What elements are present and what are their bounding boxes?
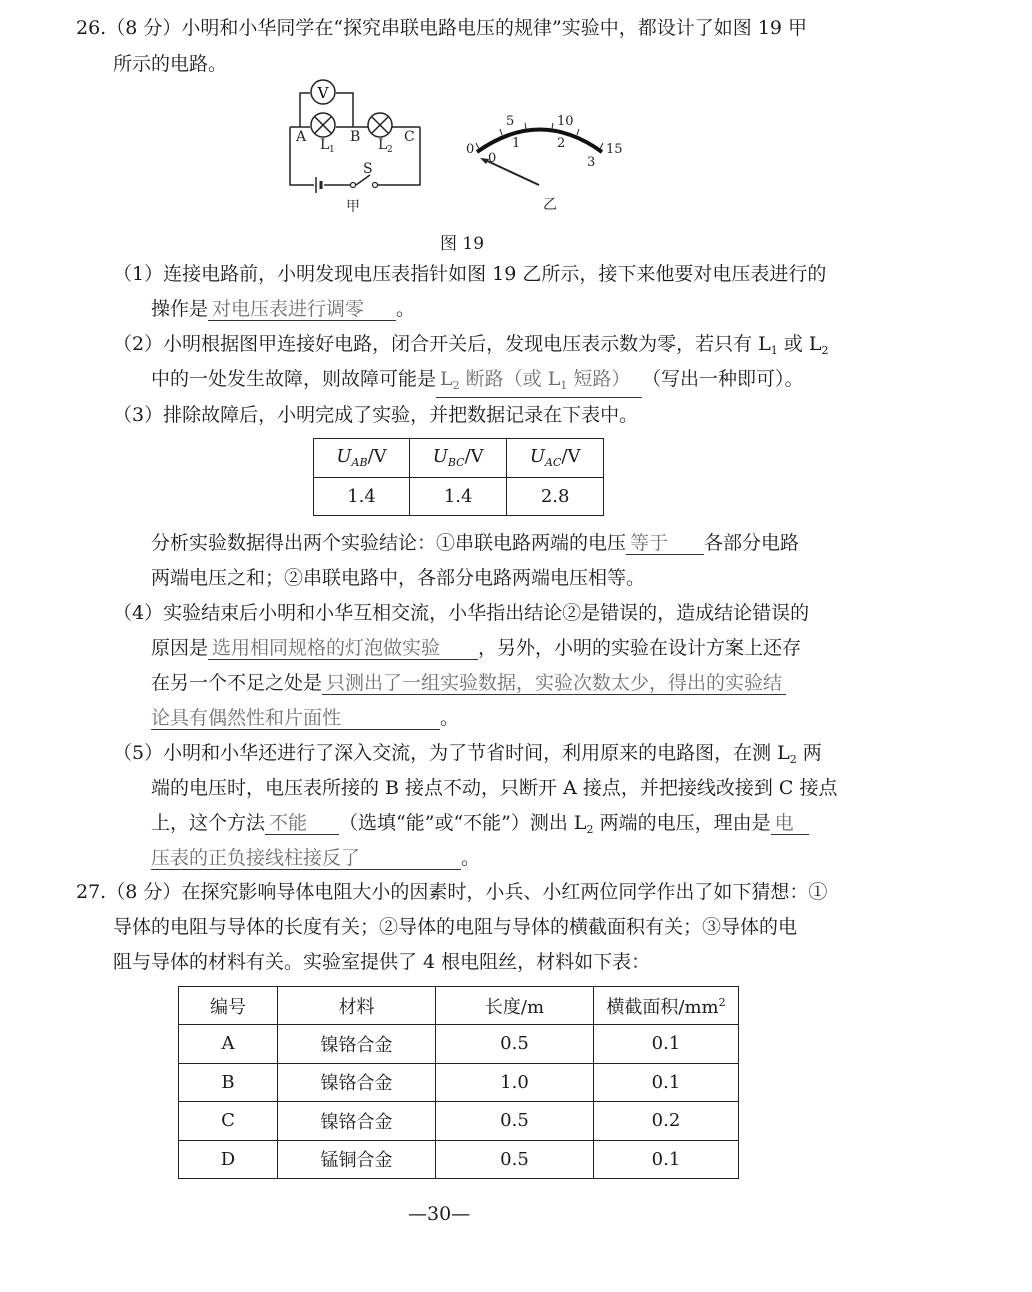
node-b-label: B xyxy=(350,129,361,145)
svg-text:1: 1 xyxy=(329,145,335,155)
q26-stem-line1: 26.（8 分）小明和小华同学在“探究串联电路电压的规律”实验中，都设计了如图 19 甲 xyxy=(76,17,808,39)
header-uab: $U_{AB}/V$ xyxy=(314,439,410,478)
q26-part5-line1: （5）小明和小华还进行了深入交流，为了节省时间，利用原来的电路图，在测 $L_2$ 两 xyxy=(113,742,822,766)
circuit-caption: 甲 xyxy=(346,199,360,215)
header-area: 横截面积$/mm^2$ xyxy=(594,987,739,1025)
figure-19 xyxy=(280,75,640,225)
value-uac: 2.8 xyxy=(507,477,604,516)
value-ubc: 1.4 xyxy=(410,477,507,516)
table-row: B 镍铬合金 1.0 0.1 xyxy=(179,1063,739,1102)
q27-stem-line1: 27.（8 分）在探究影响导体电阻大小的因素时，小兵、小红两位同学作出了如下猜想：① xyxy=(76,881,828,903)
page-number: —30— xyxy=(408,1203,471,1225)
scale-outer-10: 10 xyxy=(557,114,574,129)
voltmeter-dial xyxy=(466,114,623,213)
q26-part4-line3: 在另一个不足之处是 只测出了一组实验数据，实验次数太少，得出的实验结 xyxy=(151,671,786,695)
table-row: A 镍铬合金 0.5 0.1 xyxy=(179,1025,739,1064)
q26-part1-line1: （1）连接电路前，小明发现电压表指针如图 19 乙所示，接下来他要对电压表进行的 xyxy=(113,263,827,285)
svg-text:L: L xyxy=(378,137,388,153)
figure-caption: 图 19 xyxy=(440,234,485,254)
switch-contacts xyxy=(351,183,378,188)
dial-caption: 乙 xyxy=(543,197,557,213)
q26-part3-line1: （3）排除故障后，小明完成了实验，并把数据记录在下表中。 xyxy=(113,404,639,426)
q26-part5-line4: 压表的正负接线柱接反了 。 xyxy=(151,847,481,869)
battery-symbol xyxy=(316,177,321,193)
scale-inner-2: 2 xyxy=(557,136,566,151)
answer-blank-4: 选用相同规格的灯泡做实验 xyxy=(208,637,478,660)
node-c-label: C xyxy=(404,129,415,145)
lamp-l1-label xyxy=(320,137,335,155)
header-id: 编号 xyxy=(179,987,278,1025)
value-uab: 1.4 xyxy=(314,477,410,516)
header-uac: $U_{AC}/V$ xyxy=(507,439,604,478)
q26-part1-line2: 操作是 对电压表进行调零 。 xyxy=(151,298,416,320)
q26-part2-line2: 中的一处发生故障，则故障可能是 $L_2$ 断路（或 $L_1$ 短路） （写出一种即可）。 xyxy=(151,367,804,398)
scale-inner-1: 1 xyxy=(512,136,521,151)
voltage-data-table xyxy=(313,438,604,516)
svg-text:L: L xyxy=(320,137,330,153)
answer-blank-2: $L_2$ 断路（或 $L_1$ 短路） xyxy=(436,368,642,398)
q26-stem-line2: 所示的电路。 xyxy=(113,53,228,75)
resistance-wire-table xyxy=(178,986,739,1179)
q26-part5-line3: 上，这个方法 不能 （选填“能”或“不能”）测出 $L_2$ 两端的电压，理由是 电 xyxy=(151,811,809,842)
svg-text:V: V xyxy=(317,84,329,102)
q26-part4-line1: （4）实验结束后小明和小华互相交流，小华指出结论②是错误的，造成结论错误的 xyxy=(113,602,810,624)
voltmeter-symbol xyxy=(311,80,335,104)
scale-outer-0: 0 xyxy=(466,142,475,157)
answer-blank-1: 对电压表进行调零 xyxy=(208,298,396,321)
q26-part4-line4: 论具有偶然性和片面性 。 xyxy=(151,707,460,729)
q26-part3-line3: 两端电压之和；②串联电路中，各部分电路两端电压相等。 xyxy=(151,567,646,589)
scale-inner-0: 0 xyxy=(488,151,497,166)
scale-outer-5: 5 xyxy=(506,114,515,129)
answer-blank-5a: 只测出了一组实验数据，实验次数太少，得出的实验结 xyxy=(322,672,786,695)
lamp-l2-symbol xyxy=(368,113,392,137)
header-length: 长度/m xyxy=(436,987,594,1025)
svg-text:2: 2 xyxy=(387,145,393,155)
lamp-l2-label xyxy=(378,137,393,155)
answer-blank-6: 不能 xyxy=(265,812,339,835)
lamp-l1-symbol xyxy=(311,113,335,137)
q27-stem-line2: 导体的电阻与导体的长度有关；②导体的电阻与导体的横截面积有关；③导体的电 xyxy=(113,916,798,938)
q26-part2-line1: （2）小明根据图甲连接好电路，闭合开关后，发现电压表示数为零，若只有 $L_1$ 或 $L_2$ xyxy=(113,333,829,357)
answer-blank-7b: 压表的正负接线柱接反了 xyxy=(151,847,461,870)
switch-label: S xyxy=(363,161,373,177)
header-material: 材料 xyxy=(278,987,436,1025)
q27-stem-line3: 阻与导体的材料有关。实验室提供了 4 根电阻丝，材料如下表： xyxy=(113,951,651,973)
scale-inner-3: 3 xyxy=(587,155,596,170)
answer-blank-5b: 论具有偶然性和片面性 xyxy=(151,707,440,730)
q26-part3-line2: 分析实验数据得出两个实验结论：①串联电路两端的电压 等于 各部分电路 xyxy=(151,532,800,554)
q26-part4-line2: 原因是 选用相同规格的灯泡做实验 ，另外，小明的实验在设计方案上还存 xyxy=(151,637,802,659)
node-a-label: A xyxy=(296,129,307,145)
table-row: D 锰铜合金 0.5 0.1 xyxy=(179,1140,739,1179)
answer-blank-7a: 电 xyxy=(771,812,809,835)
scale-outer-15: 15 xyxy=(606,142,623,157)
table-row: C 镍铬合金 0.5 0.2 xyxy=(179,1102,739,1141)
answer-blank-3: 等于 xyxy=(626,532,704,555)
q26-part5-line2: 端的电压时，电压表所接的 B 接点不动，只断开 A 接点，并把接线改接到 C 接点 xyxy=(151,777,838,799)
header-ubc: $U_{BC}/V$ xyxy=(410,439,507,478)
